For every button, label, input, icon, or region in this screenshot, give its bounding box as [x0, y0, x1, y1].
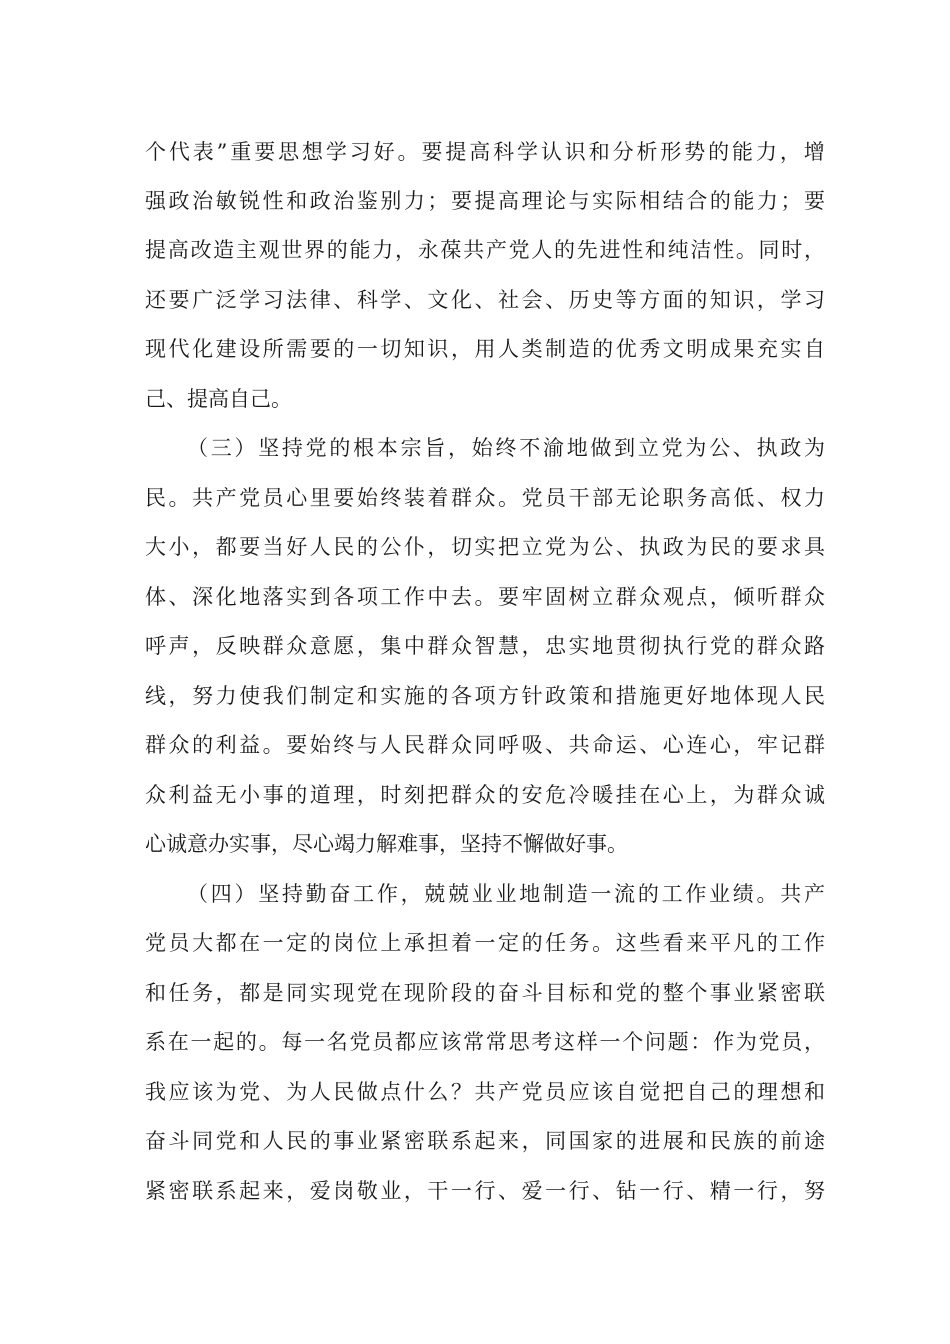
- paragraph-line: 紧密联系起来，爱岗敬业，干一行、爱一行、钻一行、精一行，努: [145, 1179, 828, 1203]
- paragraph-line: 个代表”重要思想学习好。要提高科学认识和分析形势的能力，增: [145, 140, 828, 164]
- paragraph-line: 现代化建设所需要的一切知识，用人类制造的优秀文明成果充实自: [145, 337, 828, 361]
- paragraph-line: 民。共产党员心里要始终装着群众。党员干部无论职务高低、权力: [145, 486, 828, 510]
- paragraph-line: （四）坚持勤奋工作，兢兢业业地制造一流的工作业绩。共产: [187, 882, 828, 906]
- paragraph-line: （三）坚持党的根本宗旨，始终不渝地做到立党为公、执政为: [187, 436, 828, 460]
- paragraph-line: 心诚意办实事，尽心竭力解难事，坚持不懈做好事。: [145, 832, 628, 856]
- paragraph-line: 系在一起的。每一名党员都应该常常思考这样一个问题：作为党员，: [145, 1030, 827, 1054]
- paragraph-line: 群众的利益。要始终与人民群众同呼吸、共命运、心连心，牢记群: [145, 733, 828, 757]
- paragraph-line: 党员大都在一定的岗位上承担着一定的任务。这些看来平凡的工作: [145, 931, 828, 955]
- paragraph-line: 大小，都要当好人民的公仆，切实把立党为公、执政为民的要求具: [145, 535, 828, 559]
- paragraph-line: 众利益无小事的道理，时刻把群众的安危冷暖挂在心上，为群众诚: [145, 783, 828, 807]
- paragraph-line: 还要广泛学习法律、科学、文化、社会、历史等方面的知识，学习: [145, 288, 828, 312]
- paragraph-line: 提高改造主观世界的能力，永葆共产党人的先进性和纯洁性。同时，: [145, 238, 827, 262]
- paragraph-line: 我应该为党、为人民做点什么？共产党员应该自觉把自己的理想和: [145, 1080, 828, 1104]
- paragraph-line: 呼声，反映群众意愿，集中群众智慧，忠实地贯彻执行党的群众路: [145, 634, 828, 658]
- paragraph-line: 奋斗同党和人民的事业紧密联系起来，同国家的进展和民族的前途: [145, 1129, 828, 1153]
- paragraph-line: 体、深化地落实到各项工作中去。要牢固树立群众观点，倾听群众: [145, 585, 828, 609]
- document-body: [145, 0, 828, 1344]
- paragraph-line: 线，努力使我们制定和实施的各项方针政策和措施更好地体现人民: [145, 684, 828, 708]
- paragraph-line: 和任务，都是同实现党在现阶段的奋斗目标和党的整个事业紧密联: [145, 981, 828, 1005]
- paragraph-line: 己、提高自己。: [145, 387, 292, 411]
- paragraph-line: 强政治敏锐性和政治鉴别力；要提高理论与实际相结合的能力；要: [145, 189, 828, 213]
